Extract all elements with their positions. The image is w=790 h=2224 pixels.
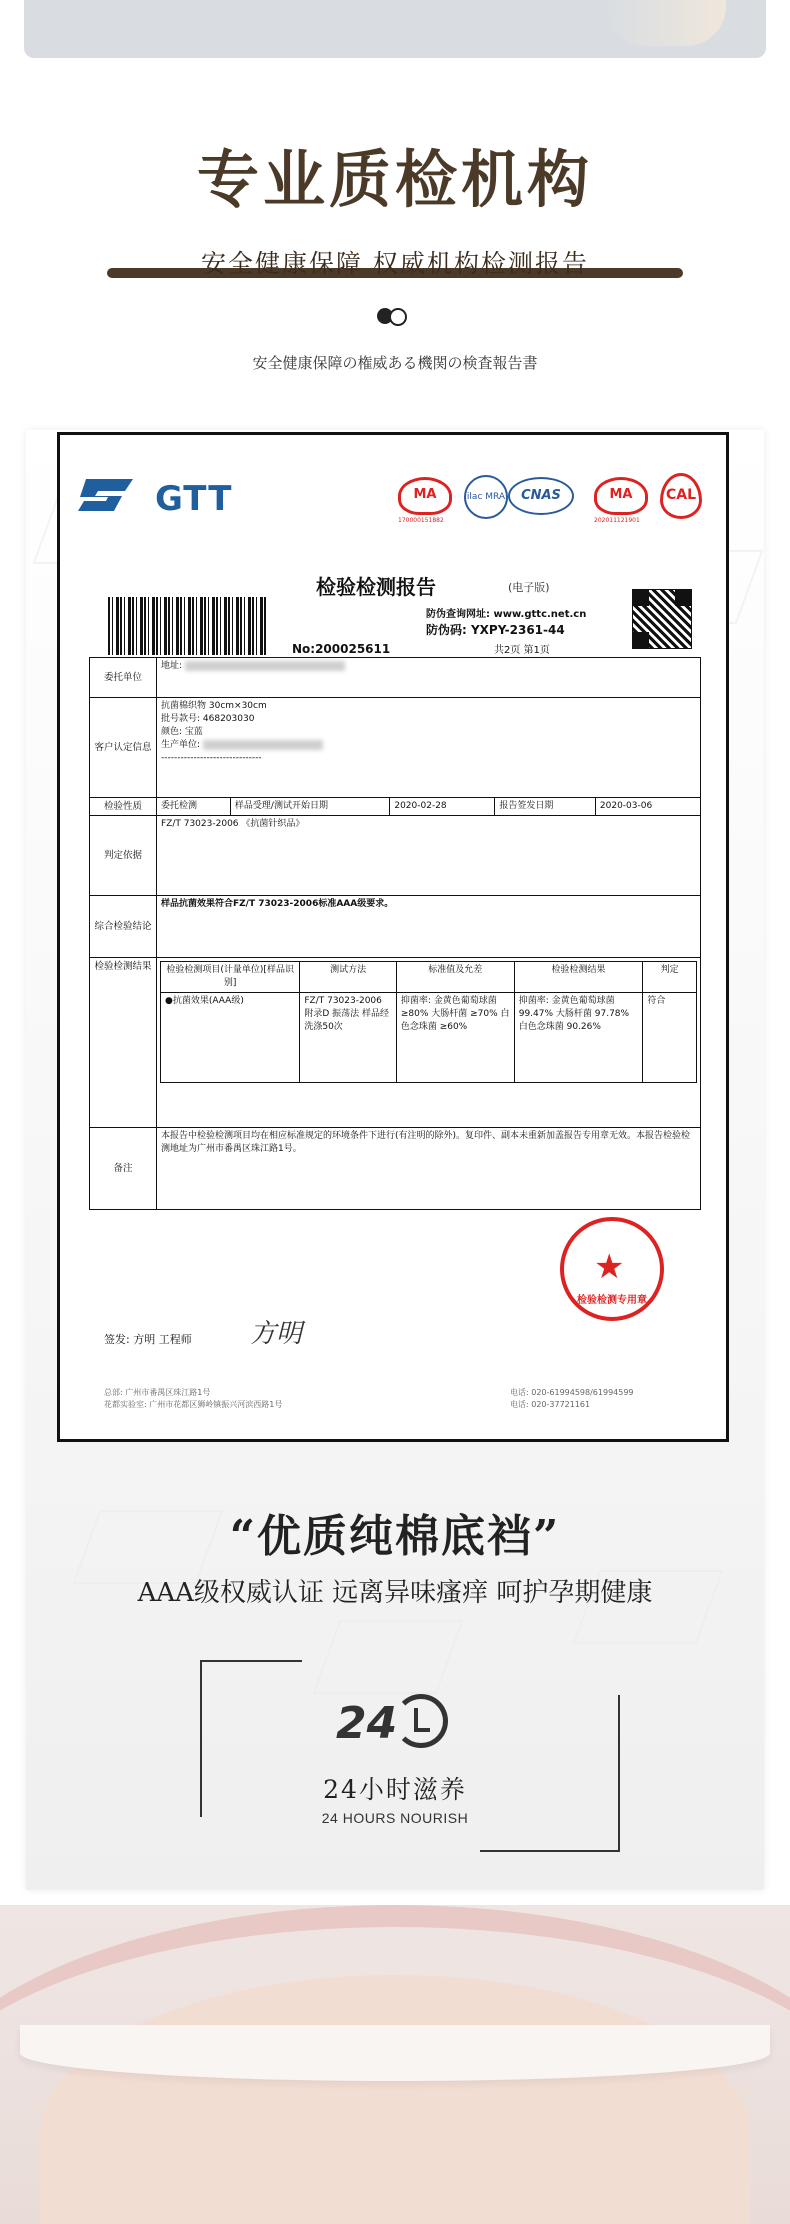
table-label: 客户认定信息	[90, 698, 157, 798]
ma-stamp-icon: MA	[398, 477, 452, 515]
table-cell: 样品受理/测试开始日期	[230, 798, 389, 816]
clock-hand-icon	[414, 1708, 418, 1730]
phone-line: 电话: 020-61994598/61994599	[510, 1388, 634, 1397]
table-cell	[157, 698, 701, 798]
table-label: 备注	[90, 1128, 157, 1210]
top-banner-image	[24, 0, 766, 58]
blurred-producer	[203, 740, 323, 750]
table-cell: 委托检测	[157, 798, 231, 816]
results-table	[160, 961, 697, 1083]
ilac-stamp-icon: ilac MRA	[464, 475, 508, 519]
report-number: No:200025611	[292, 642, 391, 656]
table-label: 检验性质	[90, 798, 157, 816]
page-count: 共2页 第1页	[494, 645, 550, 656]
hours-label-en: 24 HOURS NOURISH	[321, 1810, 469, 1826]
table-cell: FZ/T 73023-2006 附录D 振荡法 样品经洗涤50次	[300, 993, 396, 1083]
table-label: 检验检测结果	[90, 958, 157, 1128]
table-cell	[157, 958, 701, 1128]
address-block	[104, 1387, 282, 1411]
star-icon: ★	[594, 1247, 625, 1287]
handwritten-signature: 方明	[250, 1319, 303, 1349]
table-row	[161, 993, 697, 1083]
underwear-waistband-image	[20, 2025, 770, 2081]
product-photo	[0, 1905, 790, 2224]
section-title: 专业质检机构	[196, 143, 593, 216]
query-website: 防伪查询网址: www.gttc.net.cn	[426, 609, 587, 620]
table-row	[90, 896, 701, 958]
anti-fake-code: 防伪码: YXPY-2361-44	[426, 623, 565, 637]
table-label: 委托单位	[90, 658, 157, 698]
table-row	[90, 658, 701, 698]
hours-label-cn: 24小时滋养	[323, 1775, 467, 1804]
sample-line: 批号款号: 468203030	[161, 714, 255, 724]
hexagon-decor	[313, 1620, 464, 1694]
stamp-code: 170000151882	[398, 517, 444, 524]
table-cell: 2020-02-28	[390, 798, 495, 816]
feature-subtitle: AAA级权威认证 远离异味瘙痒 呵护孕期健康	[137, 1578, 653, 1608]
clock-number: 24	[336, 1698, 398, 1749]
official-seal-icon	[560, 1217, 664, 1321]
table-cell	[157, 658, 701, 698]
gtt-brand: GTT	[155, 479, 233, 519]
qr-code-icon	[632, 589, 692, 649]
report-title: 检验检测报告	[316, 575, 436, 599]
table-row	[161, 962, 697, 993]
phone-line: 电话: 020-37721161	[510, 1400, 591, 1409]
column-header: 判定	[643, 962, 697, 993]
table-row	[90, 1128, 701, 1210]
test-report-certificate	[57, 432, 729, 1442]
column-header: 测试方法	[300, 962, 396, 993]
cal-stamp-icon: CAL	[660, 473, 702, 519]
table-cell: 样品抗菌效果符合FZ/T 73023-2006标准AAA级要求。	[157, 896, 701, 958]
table-cell: 抑菌率: 金黄色葡萄球菌 ≥80% 大肠杆菌 ≥70% 白色念珠菌 ≥60%	[396, 993, 514, 1083]
table-cell: 2020-03-06	[595, 798, 700, 816]
gtt-logo-icon	[78, 477, 133, 513]
sample-line: 颜色: 宝蓝	[161, 727, 203, 737]
address-line: 花都实验室: 广州市花都区狮岭镇振兴河滨西路1号	[104, 1400, 283, 1409]
table-cell: 抑菌率: 金黄色葡萄球菌 99.47% 大肠杆菌 97.78% 白色念珠菌 90.26%	[514, 993, 643, 1083]
feature-title: “优质纯棉底裆”	[229, 1511, 561, 1562]
table-cell: FZ/T 73023-2006 《抗菌针织品》	[157, 816, 701, 896]
table-row	[90, 958, 701, 1128]
barcode-icon	[108, 597, 268, 655]
clock-dial-icon	[394, 1694, 448, 1748]
report-table	[89, 657, 701, 1210]
table-row	[90, 816, 701, 896]
column-header: 检验检测项目(计量单位)[样品识别]	[161, 962, 300, 993]
toggle-dots-icon	[377, 306, 413, 326]
clock-24-icon	[330, 1690, 460, 1760]
sample-line: 抗菌棉织物 30cm×30cm	[161, 701, 267, 711]
sample-line: -------------------------------	[161, 753, 262, 763]
table-label: 判定依据	[90, 816, 157, 896]
stamp-code: 202011121901	[594, 517, 640, 524]
table-row	[90, 798, 701, 816]
ma-stamp-icon: MA	[594, 477, 648, 515]
table-cell: ●抗菌效果(AAA级)	[161, 993, 300, 1083]
client-address-label: 地址:	[161, 661, 183, 671]
table-cell: 报告签发日期	[495, 798, 596, 816]
clock-hand-icon	[414, 1728, 430, 1732]
column-header: 检验检测结果	[514, 962, 643, 993]
phone-block	[510, 1387, 634, 1411]
cnas-stamp-icon: CNAS	[508, 477, 574, 515]
signature-line: 签发: 方明 工程师	[104, 1333, 192, 1346]
table-cell: 符合	[643, 993, 697, 1083]
report-edition: (电子版)	[508, 581, 550, 594]
japanese-caption: 安全健康保障の権威ある機関の検査報告書	[252, 354, 538, 372]
seal-text: 检验检测专用章	[577, 1295, 647, 1306]
table-label: 综合检验结论	[90, 896, 157, 958]
column-header: 标准值及允差	[396, 962, 514, 993]
sample-line: 生产单位:	[161, 739, 696, 752]
hollow-dot-icon	[389, 308, 407, 326]
section-subtitle: 安全健康保障 权威机构检测报告	[201, 249, 589, 278]
address-line: 总部: 广州市番禺区珠江路1号	[104, 1388, 211, 1397]
table-cell: 本报告中检验检测项目均在相应标准规定的环境条件下进行(有注明的除外)。复印件、副本未重新加盖报告专用章无效。本报告检验检测地址为广州市番禺区珠江路1号。	[157, 1128, 701, 1210]
table-row	[90, 698, 701, 798]
blurred-address	[185, 661, 345, 671]
